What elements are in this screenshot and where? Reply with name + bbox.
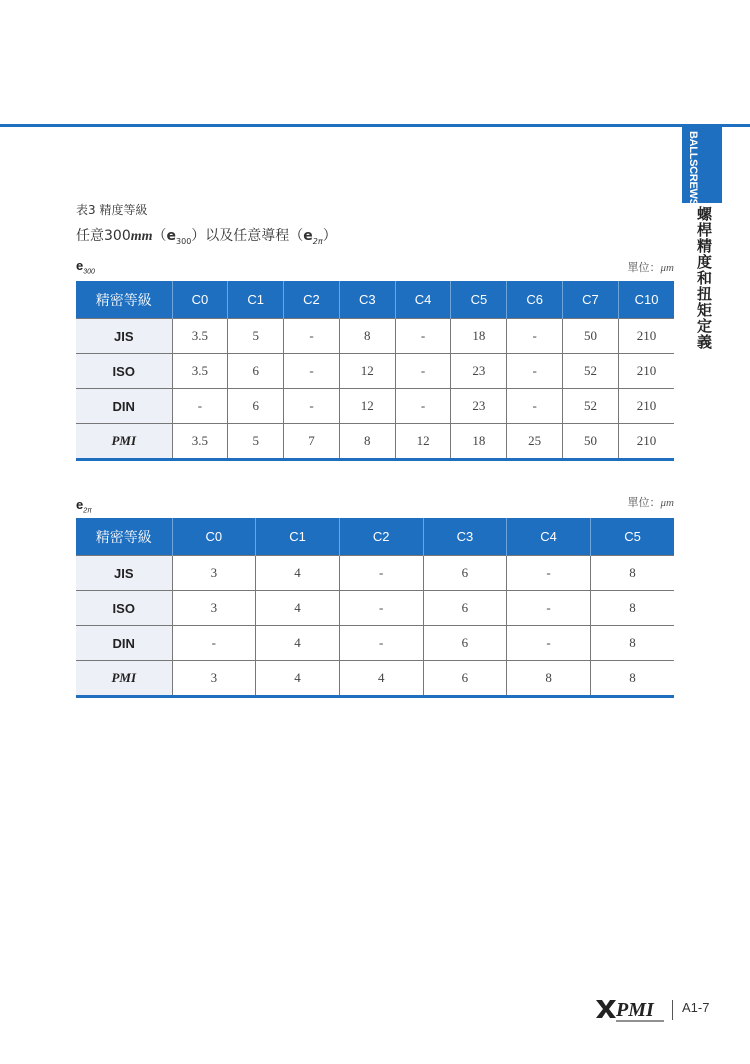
section-tab — [682, 127, 722, 206]
header-grade-c1: C1 — [228, 281, 284, 319]
table-cell: 210 — [618, 354, 674, 389]
table-cell: 210 — [618, 389, 674, 424]
table-cell: 4 — [256, 591, 340, 626]
header-grade-label: 精密等級 — [76, 281, 172, 319]
header-grade-c2: C2 — [339, 518, 423, 556]
header-grade-c10: C10 — [618, 281, 674, 319]
pmi-logo — [594, 994, 666, 1024]
subtitle-prefix: 任意300 — [76, 228, 131, 244]
table-row — [76, 354, 674, 389]
table-cell: 6 — [423, 556, 507, 591]
table-cell: 8 — [339, 319, 395, 354]
table-cell: 3.5 — [172, 424, 228, 460]
subtitle-symbol-e2pi-sub: 2π — [312, 236, 323, 246]
header-grade-c7: C7 — [563, 281, 619, 319]
precision-table-e2pi — [76, 518, 674, 698]
row-standard-din: DIN — [76, 389, 172, 424]
table-caption: 表3 精度等級 — [76, 203, 148, 217]
table-cell: - — [172, 389, 228, 424]
table-cell: - — [284, 389, 340, 424]
header-grade-c5: C5 — [451, 281, 507, 319]
table-cell: 18 — [451, 319, 507, 354]
table-subtitle — [76, 225, 337, 246]
row-standard-din: DIN — [76, 626, 172, 661]
row-standard-jis: JIS — [76, 556, 172, 591]
header-grade-c3: C3 — [339, 281, 395, 319]
row-standard-iso: ISO — [76, 591, 172, 626]
subtitle-close: ） — [322, 228, 337, 244]
table-cell: - — [507, 591, 591, 626]
table-cell: 210 — [618, 424, 674, 460]
table2-unit-value: μm — [660, 497, 674, 509]
subtitle-unit: mm — [130, 229, 153, 244]
section-tab-label: BALLSCREWS — [687, 131, 699, 206]
header-grade-c4: C4 — [507, 518, 591, 556]
table-cell: 6 — [423, 626, 507, 661]
table-cell: 52 — [563, 354, 619, 389]
table-cell: 4 — [256, 661, 340, 697]
section-title: 螺桿精度和扭矩定義 — [695, 206, 713, 350]
table-cell: 8 — [590, 626, 674, 661]
table-cell: 3.5 — [172, 319, 228, 354]
table2-unit-label: 單位： — [627, 496, 661, 509]
table-cell: - — [507, 556, 591, 591]
table-cell: 4 — [256, 626, 340, 661]
pmi-logo-mark — [594, 994, 666, 1024]
table-row — [76, 661, 674, 697]
table-cell: 6 — [423, 591, 507, 626]
table-cell: 4 — [339, 661, 423, 697]
table-cell: 8 — [507, 661, 591, 697]
subtitle-symbol-e300: e — [166, 228, 177, 244]
table-cell: - — [395, 389, 451, 424]
table-cell: - — [507, 626, 591, 661]
table-row — [76, 389, 674, 424]
subtitle-symbol-e2pi: e — [303, 228, 313, 244]
header-grade-label: 精密等級 — [76, 518, 172, 556]
table-cell: 6 — [228, 389, 284, 424]
pmi-logo-text: PMI — [616, 999, 654, 1021]
header-grade-c6: C6 — [507, 281, 563, 319]
table-header-row — [76, 518, 674, 556]
table-cell: - — [395, 354, 451, 389]
table1-symbol-e: e — [76, 258, 84, 273]
table-row — [76, 626, 674, 661]
table-cell: 50 — [563, 424, 619, 460]
table-cell: - — [507, 319, 563, 354]
precision-table-e300 — [76, 281, 674, 461]
table-cell: 23 — [451, 354, 507, 389]
table-cell: - — [339, 591, 423, 626]
table1-unit — [628, 259, 674, 275]
page-number: A1-7 — [682, 1000, 710, 1015]
table-cell: - — [507, 354, 563, 389]
header-grade-c0: C0 — [172, 518, 256, 556]
table-cell: 52 — [563, 389, 619, 424]
table-cell: - — [172, 626, 256, 661]
table-row — [76, 319, 674, 354]
table-cell: 50 — [563, 319, 619, 354]
header-grade-c4: C4 — [395, 281, 451, 319]
table-cell: 3 — [172, 591, 256, 626]
header-grade-c2: C2 — [284, 281, 340, 319]
table-cell: 8 — [590, 661, 674, 697]
table-cell: 8 — [339, 424, 395, 460]
subtitle-symbol-e300-sub: 300 — [176, 236, 192, 246]
table-row — [76, 556, 674, 591]
table-cell: 8 — [590, 591, 674, 626]
table-cell: 23 — [451, 389, 507, 424]
table-row — [76, 424, 674, 460]
table-cell: 12 — [395, 424, 451, 460]
footer-divider — [672, 1000, 673, 1020]
table-cell: - — [284, 354, 340, 389]
table1-unit-value: μm — [660, 262, 674, 274]
table-cell: - — [507, 389, 563, 424]
table2-symbol-sub: 2π — [83, 507, 92, 515]
table-cell: - — [339, 556, 423, 591]
subtitle-open: （ — [152, 228, 167, 244]
table-cell: 5 — [228, 424, 284, 460]
table-row — [76, 591, 674, 626]
table1-symbol-sub: 300 — [83, 268, 95, 276]
subtitle-mid: ）以及任意導程（ — [191, 228, 304, 244]
header-grade-c0: C0 — [172, 281, 228, 319]
table-cell: 3 — [172, 556, 256, 591]
table-cell: 6 — [423, 661, 507, 697]
table-cell: 12 — [339, 354, 395, 389]
header-grade-c5: C5 — [590, 518, 674, 556]
table-cell: 25 — [507, 424, 563, 460]
table-cell: 7 — [284, 424, 340, 460]
row-standard-jis: JIS — [76, 319, 172, 354]
table-cell: - — [395, 319, 451, 354]
table-header-row — [76, 281, 674, 319]
table-cell: 3 — [172, 661, 256, 697]
table-cell: 8 — [590, 556, 674, 591]
table2-symbol — [76, 497, 92, 515]
row-standard-pmi: PMI — [76, 424, 172, 460]
table-cell: - — [339, 626, 423, 661]
header-grade-c1: C1 — [256, 518, 340, 556]
row-standard-iso: ISO — [76, 354, 172, 389]
table-cell: 5 — [228, 319, 284, 354]
table-cell: 210 — [618, 319, 674, 354]
table1-symbol — [76, 258, 95, 276]
table2-symbol-e: e — [76, 497, 84, 512]
table-cell: 4 — [256, 556, 340, 591]
header-grade-c3: C3 — [423, 518, 507, 556]
top-rule — [0, 124, 750, 127]
table2-unit — [628, 494, 674, 510]
table-cell: 3.5 — [172, 354, 228, 389]
table1-unit-label: 單位： — [627, 261, 661, 274]
row-standard-pmi: PMI — [76, 661, 172, 697]
table-cell: 12 — [339, 389, 395, 424]
table-cell: 18 — [451, 424, 507, 460]
table-cell: 6 — [228, 354, 284, 389]
table-cell: - — [284, 319, 340, 354]
